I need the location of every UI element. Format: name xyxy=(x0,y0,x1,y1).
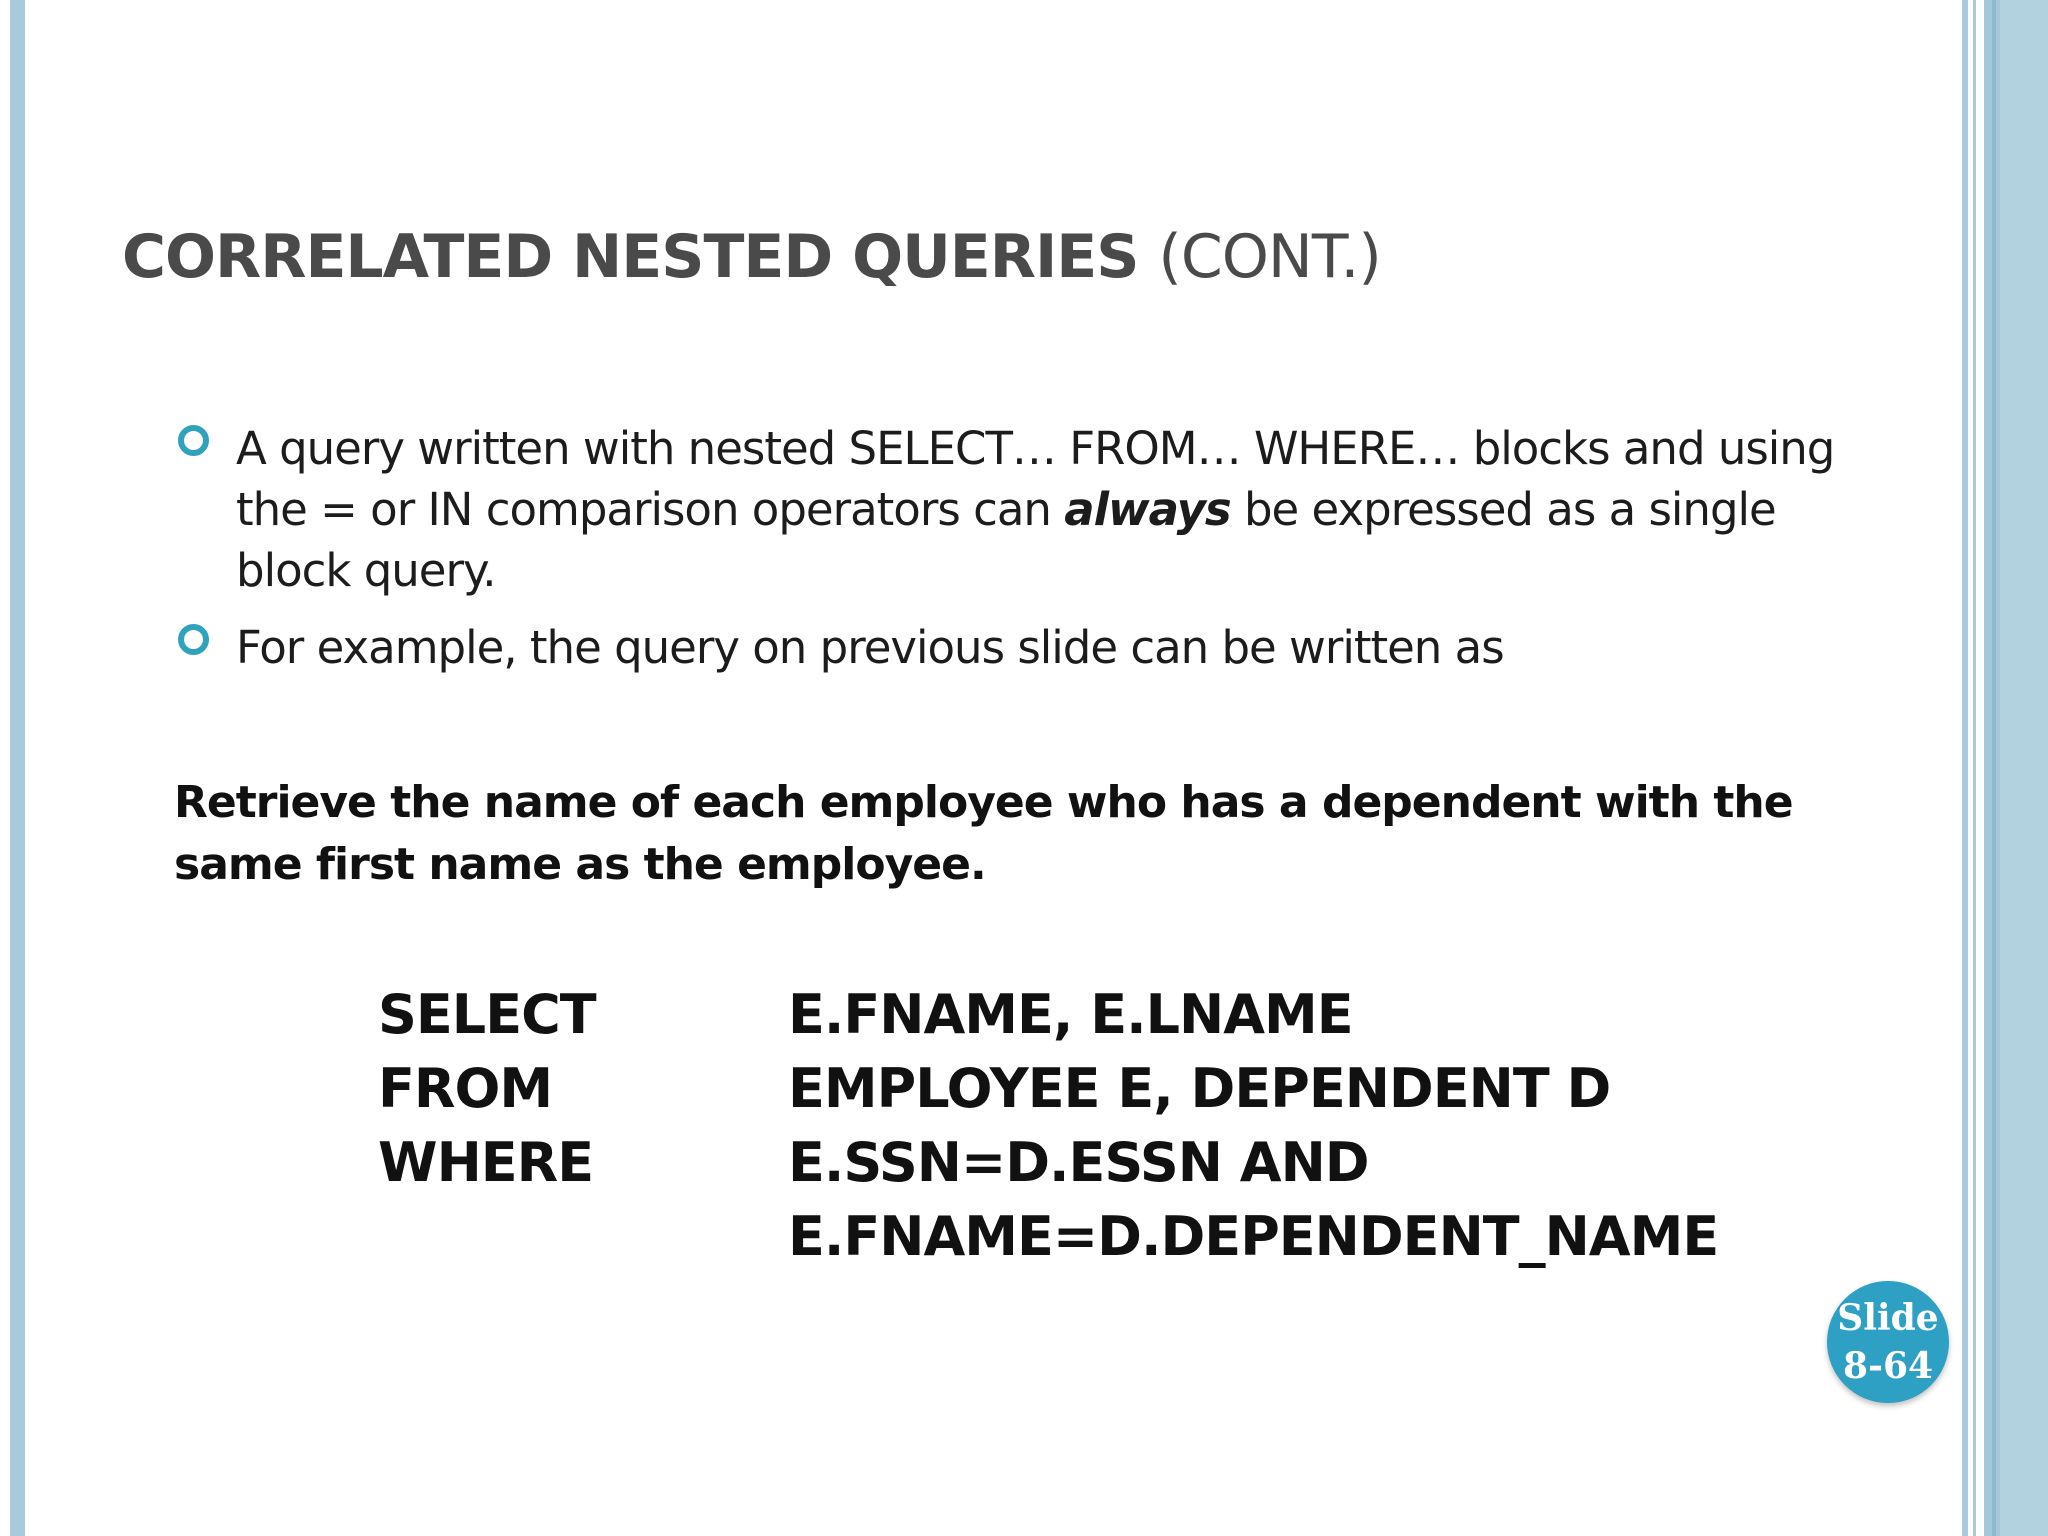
bullet-text-start: A query written with nested SELECT… FROM… WHERE… blocks and using the = or IN comparison operators can xyxy=(236,422,1835,536)
sql-clause: E.SSN=D.ESSN AND xyxy=(788,1131,1369,1194)
ring-bullet-icon xyxy=(178,624,209,655)
bullet-text-end: be expressed as a single block query. xyxy=(236,483,1776,597)
bullet-text: For example, the query on previous slide can be written as xyxy=(236,621,1504,674)
sql-query xyxy=(378,978,1718,1274)
sql-keyword: SELECT xyxy=(378,983,596,1046)
bullet-item xyxy=(176,418,1876,601)
slide-title-main: CORRELATED NESTED QUERIES xyxy=(122,222,1139,292)
bullet-list xyxy=(176,418,1876,694)
slide-title xyxy=(122,222,1381,292)
slide-title-suffix: (CONT.) xyxy=(1158,222,1381,292)
sql-row-select xyxy=(378,978,1718,1052)
sql-keyword xyxy=(378,1200,788,1274)
sql-row-where-continued xyxy=(378,1200,1718,1274)
right-stripe xyxy=(1973,0,1976,1536)
sql-row-from xyxy=(378,1052,1718,1126)
right-stripe xyxy=(1962,0,1968,1536)
sql-row-where xyxy=(378,1126,1718,1200)
sql-keyword: FROM xyxy=(378,1057,553,1120)
left-decorative-stripe xyxy=(10,0,25,1536)
slide-badge-number: 8-64 xyxy=(1842,1345,1934,1387)
sql-clause: E.FNAME=D.DEPENDENT_NAME xyxy=(788,1205,1719,1268)
query-statement: Retrieve the name of each employee who has a dependent with the same first name as the employee. xyxy=(174,777,1793,890)
bullet-item xyxy=(176,617,1876,678)
sql-clause: E.FNAME, E.LNAME xyxy=(788,983,1353,1046)
right-stripe xyxy=(1992,0,1996,1536)
slide-badge-label: Slide xyxy=(1837,1297,1939,1339)
slide-number-badge xyxy=(1827,1281,1949,1403)
ring-bullet-icon xyxy=(178,425,209,456)
bullet-emphasis: always xyxy=(1064,483,1231,536)
right-stripe xyxy=(2000,0,2048,1536)
sql-clause: EMPLOYEE E, DEPENDENT D xyxy=(788,1057,1611,1120)
sql-keyword: WHERE xyxy=(378,1131,594,1194)
